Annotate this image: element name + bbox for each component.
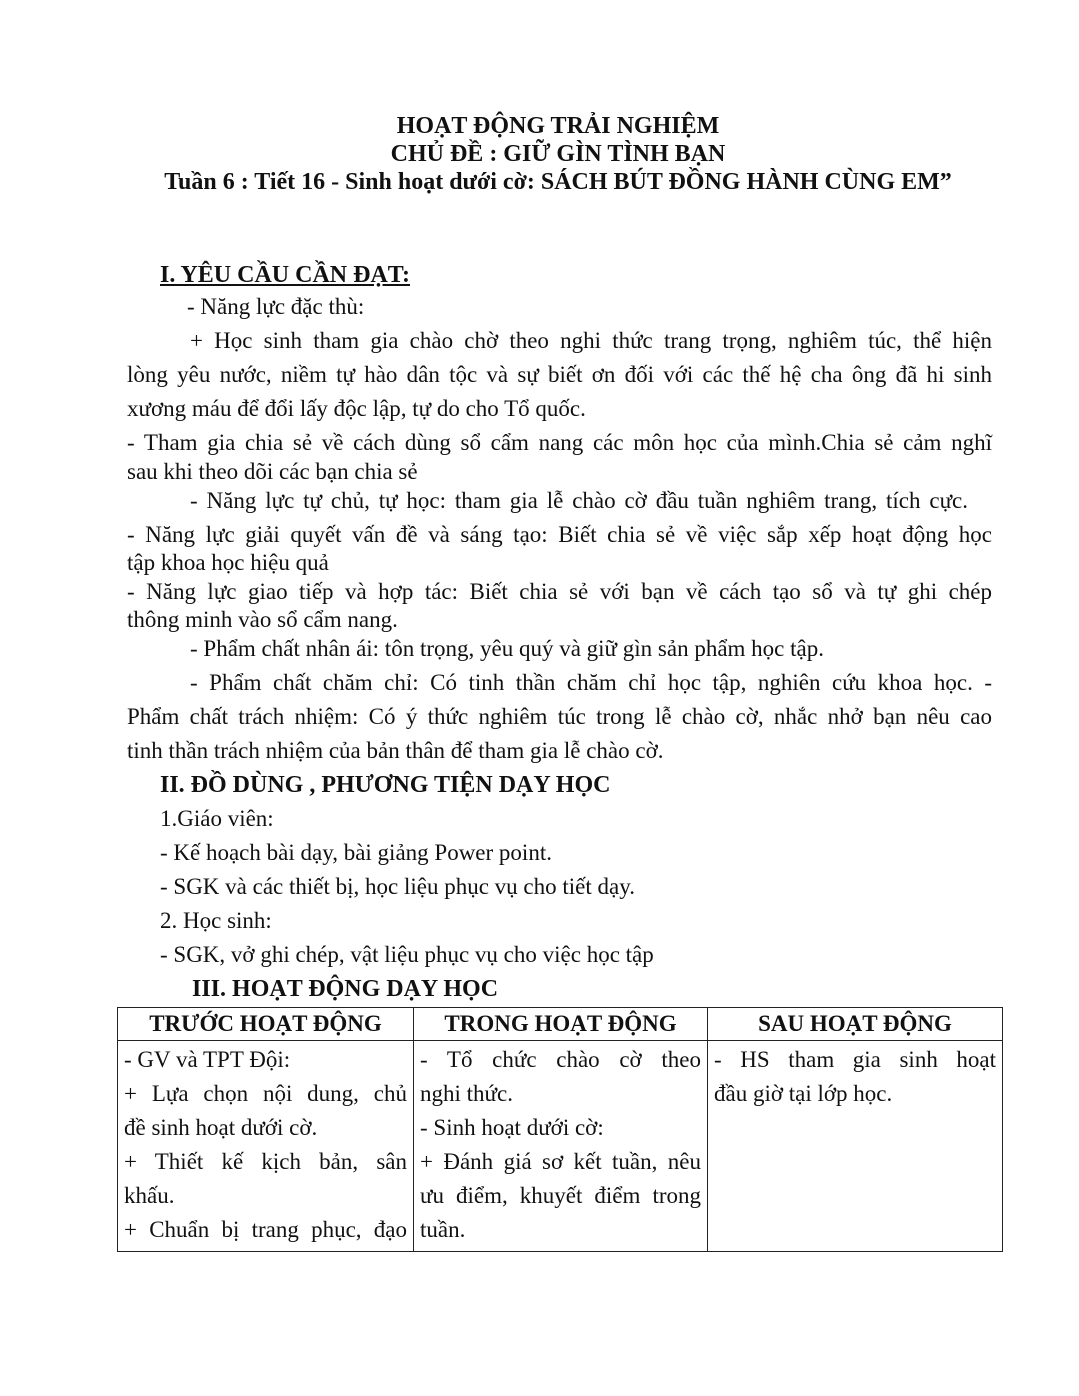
cell-line: - GV và TPT Đội: xyxy=(124,1047,291,1072)
section-1-line: - Phẩm chất chăm chỉ: Có tinh thần chăm chỉ học tập, nghiên cứu khoa học. - xyxy=(190,670,992,695)
section-1-line: - Năng lực giải quyết vấn đề và sáng tạo: Biết chia sẻ về việc sắp xếp hoạt động học xyxy=(127,522,992,547)
section-1-line: Phẩm chất trách nhiệm: Có ý thức nghiêm túc trong lễ chào cờ, nhắc nhở bạn nêu cao xyxy=(127,704,992,729)
cell-line: đầu giờ tại lớp học. xyxy=(714,1081,893,1106)
section-1-heading: I. YÊU CẦU CẦN ĐẠT: xyxy=(160,262,410,288)
doc-lesson-title: Tuần 6 : Tiết 16 - Sinh hoạt dưới cờ: SÁCH BÚT ĐỒNG HÀNH CÙNG EM” xyxy=(164,169,952,195)
cell-line: nghi thức. xyxy=(420,1081,513,1106)
cell-line: + Thiết kế kịch bản, sân xyxy=(124,1149,407,1174)
header-after-activity: SAU HOẠT ĐỘNG xyxy=(708,1008,1003,1041)
cell-after-activity xyxy=(708,1041,1003,1252)
header-before-activity: TRƯỚC HOẠT ĐỘNG xyxy=(118,1008,414,1041)
section-1-line: - Tham gia chia sẻ về cách dùng sổ cẩm nang các môn học của mình.Chia sẻ cảm nghĩ xyxy=(127,430,992,455)
section-1-line: - Năng lực đặc thù: xyxy=(187,294,365,319)
header-during-activity: TRONG HOẠT ĐỘNG xyxy=(414,1008,708,1041)
table-row xyxy=(118,1041,1003,1252)
section-1-line: tinh thần trách nhiệm của bản thân để tham gia lễ chào cờ. xyxy=(127,738,664,763)
section-2-heading: II. ĐỒ DÙNG , PHƯƠNG TIỆN DẠY HỌC xyxy=(160,772,611,798)
cell-line: tuần. xyxy=(420,1217,466,1242)
doc-topic: CHỦ ĐỀ : GIỮ GÌN TÌNH BẠN xyxy=(390,141,726,167)
section-2-line: - Kế hoạch bài dạy, bài giảng Power point. xyxy=(160,840,552,865)
cell-line: + Chuẩn bị trang phục, đạo xyxy=(124,1217,407,1242)
cell-line: - Sinh hoạt dưới cờ: xyxy=(420,1115,604,1140)
section-1-line: + Học sinh tham gia chào chờ theo nghi thức trang trọng, nghiêm túc, thể hiện xyxy=(190,328,992,353)
section-2-line: - SGK và các thiết bị, học liệu phục vụ cho tiết dạy. xyxy=(160,874,635,899)
section-1-line: xương máu để đổi lấy độc lập, tự do cho Tổ quốc. xyxy=(127,396,586,421)
cell-line: ưu điểm, khuyết điểm trong xyxy=(420,1183,701,1208)
section-1-line: lòng yêu nước, niềm tự hào dân tộc và sự biết ơn đối với các thế hệ cha ông đã hi sinh xyxy=(127,362,992,387)
section-1-line: - Năng lực giao tiếp và hợp tác: Biết chia sẻ với bạn về cách tạo sổ và tự ghi chép xyxy=(127,579,992,604)
table-header-row xyxy=(118,1008,1003,1041)
cell-line: + Lựa chọn nội dung, chủ xyxy=(124,1081,407,1106)
activities-table xyxy=(117,1007,1003,1252)
cell-line: + Đánh giá sơ kết tuần, nêu xyxy=(420,1149,701,1174)
cell-line: - HS tham gia sinh hoạt xyxy=(714,1047,996,1072)
section-2-line: 2. Học sinh: xyxy=(160,908,272,933)
cell-line: đề sinh hoạt dưới cờ. xyxy=(124,1115,318,1140)
section-2-line: 1.Giáo viên: xyxy=(160,806,274,831)
section-1-line: - Phẩm chất nhân ái: tôn trọng, yêu quý và giữ gìn sản phẩm học tập. xyxy=(190,636,824,661)
cell-during-activity xyxy=(414,1041,708,1252)
section-2-line: - SGK, vở ghi chép, vật liệu phục vụ cho việc học tập xyxy=(160,942,654,967)
cell-line: khấu. xyxy=(124,1183,175,1208)
section-1-line: tập khoa học hiệu quả xyxy=(127,550,329,575)
section-1-line: - Năng lực tự chủ, tự học: tham gia lễ chào cờ đầu tuần nghiêm trang, tích cực. xyxy=(190,488,968,513)
doc-title: HOẠT ĐỘNG TRẢI NGHIỆM xyxy=(396,113,720,139)
cell-line: - Tổ chức chào cờ theo xyxy=(420,1047,701,1072)
cell-before-activity xyxy=(118,1041,414,1252)
section-1-line: sau khi theo dõi các bạn chia sẻ xyxy=(127,459,418,484)
section-1-line: thông minh vào sổ cẩm nang. xyxy=(127,607,398,632)
section-3-heading: III. HOẠT ĐỘNG DẠY HỌC xyxy=(192,976,499,1002)
